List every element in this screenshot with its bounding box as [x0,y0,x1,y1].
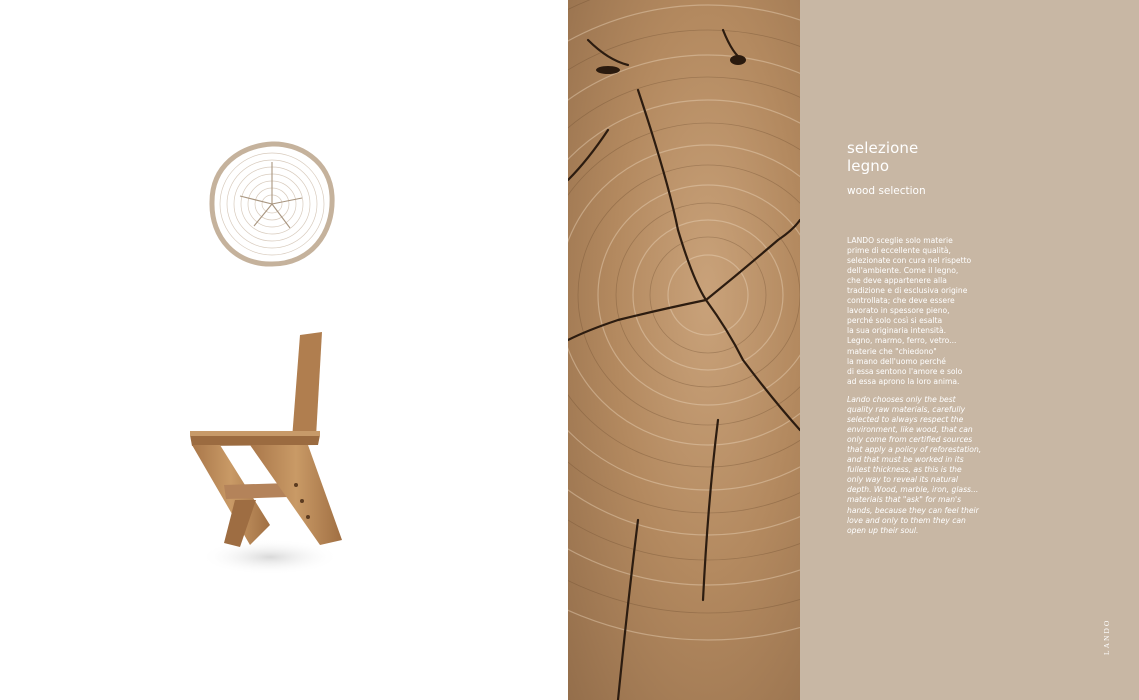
text-line: quality raw materials, carefully [847,405,966,415]
text-line: Legno, marmo, ferro, vetro... [847,336,957,346]
italian-body-text [847,236,977,387]
text-line: materials that "ask" for man's [847,495,962,505]
text-line: fullest thickness, as this is the [847,465,962,475]
wooden-chair-photo [180,325,355,585]
text-line: tradizione e di esclusiva origine [847,286,968,296]
text-line: and that must be worked in its [847,455,964,465]
wood-texture [568,0,800,700]
text-line: LANDO sceglie solo materie [847,236,953,245]
text-line: ad essa aprono la loro anima. [847,376,960,386]
text-line: materie che "chiedono" [847,346,937,356]
tree-ring-icon [206,138,338,270]
text-line: prime di eccellente qualità, [847,246,951,256]
text-line: Lando chooses only the best [847,395,956,404]
text-line: di essa sentono l'amore e solo [847,366,963,376]
text-line: selected to always respect the [847,415,964,425]
left-page [0,0,568,700]
section-subtitle: wood selection [847,185,926,197]
text-line: love and only to them they can [847,515,966,525]
brand-mark: LANDO [1102,618,1111,655]
title-line: legno [847,157,890,175]
text-line: only come from certified sources [847,435,973,445]
text-line: hands, because they can feel their [847,505,979,515]
text-line: perché solo così si esalta [847,316,943,326]
section-title [847,139,918,175]
text-line: that apply a policy of reforestation, [847,445,982,455]
text-line: environment, like wood, that can [847,425,973,435]
text-line: che deve appartenere alla [847,276,947,286]
text-line: selezionate con cura nel rispetto [847,256,972,266]
text-line: dell'ambiente. Come il legno, [847,266,959,276]
english-body-text [847,395,982,536]
title-line: selezione [847,139,919,157]
text-line: depth. Wood, marble, iron, glass... [847,485,979,495]
text-line: la sua originaria intensità. [847,326,947,336]
text-line: open up their soul. [847,525,919,535]
text-line: controllata; che deve essere [847,296,955,306]
wood-cross-section-photo [568,0,800,700]
text-line: lavorato in spessore pieno, [847,306,950,316]
text-line: la mano dell'uomo perché [847,356,946,366]
text-line: only way to reveal its natural [847,475,959,485]
